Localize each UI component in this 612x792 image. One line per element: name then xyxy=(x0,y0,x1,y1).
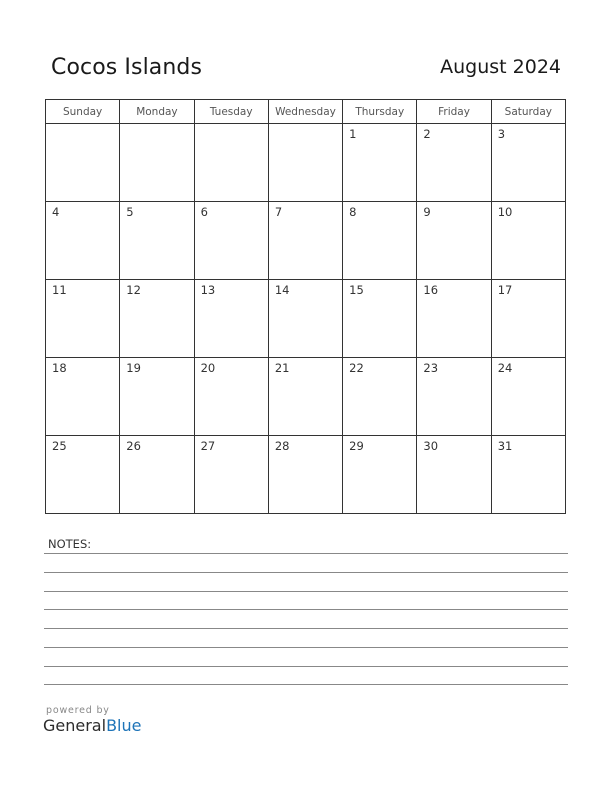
note-line xyxy=(44,666,568,667)
day-cell xyxy=(343,358,417,436)
day-cell xyxy=(46,124,120,202)
weekday-header: Saturday xyxy=(491,100,565,124)
day-number: 7 xyxy=(274,205,283,219)
day-number: 27 xyxy=(200,439,216,453)
generalblue-logo xyxy=(43,716,141,735)
day-cell xyxy=(46,202,120,280)
calendar-month-title: August 2024 xyxy=(440,56,561,78)
week-row xyxy=(46,202,566,280)
day-cell xyxy=(194,124,268,202)
day-number: 8 xyxy=(349,205,357,219)
day-number: 15 xyxy=(349,283,364,297)
day-number: 19 xyxy=(126,361,141,375)
day-number: 30 xyxy=(423,439,439,453)
day-number: 9 xyxy=(423,205,431,219)
day-cell xyxy=(343,280,417,358)
note-line xyxy=(44,572,568,573)
day-cell xyxy=(120,124,194,202)
calendar-country-title: Cocos Islands xyxy=(51,55,203,80)
day-number: 4 xyxy=(52,205,60,219)
day-number: 25 xyxy=(52,439,67,453)
day-number: 3 xyxy=(497,127,506,141)
day-number: 24 xyxy=(497,361,513,375)
day-cell xyxy=(120,358,194,436)
logo-text-general: General xyxy=(43,716,107,735)
day-cell xyxy=(194,436,268,514)
day-cell xyxy=(491,436,565,514)
weekday-header: Friday xyxy=(417,100,491,124)
day-cell xyxy=(343,436,417,514)
day-number: 14 xyxy=(274,283,290,297)
note-line xyxy=(44,553,568,554)
weekday-header: Monday xyxy=(120,100,194,124)
weekday-header-row xyxy=(46,100,566,124)
logo-text-blue: Blue xyxy=(106,716,142,735)
weekday-header: Wednesday xyxy=(268,100,342,124)
day-cell xyxy=(194,202,268,280)
notes-label: NOTES: xyxy=(48,537,92,551)
day-cell xyxy=(268,124,342,202)
day-number: 12 xyxy=(126,283,141,297)
day-cell xyxy=(417,124,491,202)
note-line xyxy=(44,647,568,648)
day-number: 23 xyxy=(423,361,439,375)
day-number: 13 xyxy=(200,283,216,297)
day-cell xyxy=(268,280,342,358)
weekday-header: Tuesday xyxy=(194,100,268,124)
day-cell xyxy=(417,436,491,514)
day-number: 2 xyxy=(423,127,431,141)
day-cell xyxy=(491,280,565,358)
day-cell xyxy=(194,358,268,436)
day-number: 6 xyxy=(200,205,208,219)
day-cell xyxy=(120,280,194,358)
day-cell xyxy=(46,280,120,358)
day-cell xyxy=(417,202,491,280)
day-cell xyxy=(268,358,342,436)
powered-by-label: powered by xyxy=(46,705,110,716)
day-number: 1 xyxy=(349,127,357,141)
day-number: 16 xyxy=(423,283,439,297)
day-cell xyxy=(194,280,268,358)
day-cell xyxy=(417,280,491,358)
week-row xyxy=(46,358,566,436)
day-number: 22 xyxy=(349,361,364,375)
day-number: 20 xyxy=(200,361,216,375)
week-row xyxy=(46,124,566,202)
day-number: 28 xyxy=(274,439,290,453)
day-number: 11 xyxy=(52,283,67,297)
day-number: 26 xyxy=(126,439,141,453)
day-number: 21 xyxy=(274,361,290,375)
weekday-header: Sunday xyxy=(46,100,120,124)
day-number: 10 xyxy=(497,205,513,219)
day-number: 29 xyxy=(349,439,364,453)
day-cell xyxy=(46,358,120,436)
day-cell xyxy=(46,436,120,514)
day-number: 5 xyxy=(126,205,134,219)
note-line xyxy=(44,591,568,592)
day-cell xyxy=(343,124,417,202)
weekday-header: Thursday xyxy=(343,100,417,124)
day-cell xyxy=(417,358,491,436)
calendar-grid xyxy=(45,99,566,514)
day-cell xyxy=(491,202,565,280)
day-cell xyxy=(120,436,194,514)
day-number: 31 xyxy=(497,439,513,453)
week-row xyxy=(46,280,566,358)
week-row xyxy=(46,436,566,514)
note-line xyxy=(44,684,568,685)
day-number: 18 xyxy=(52,361,67,375)
day-cell xyxy=(343,202,417,280)
day-cell xyxy=(491,124,565,202)
day-cell xyxy=(268,436,342,514)
day-number: 17 xyxy=(497,283,513,297)
note-line xyxy=(44,628,568,629)
note-line xyxy=(44,609,568,610)
day-cell xyxy=(268,202,342,280)
day-cell xyxy=(120,202,194,280)
day-cell xyxy=(491,358,565,436)
